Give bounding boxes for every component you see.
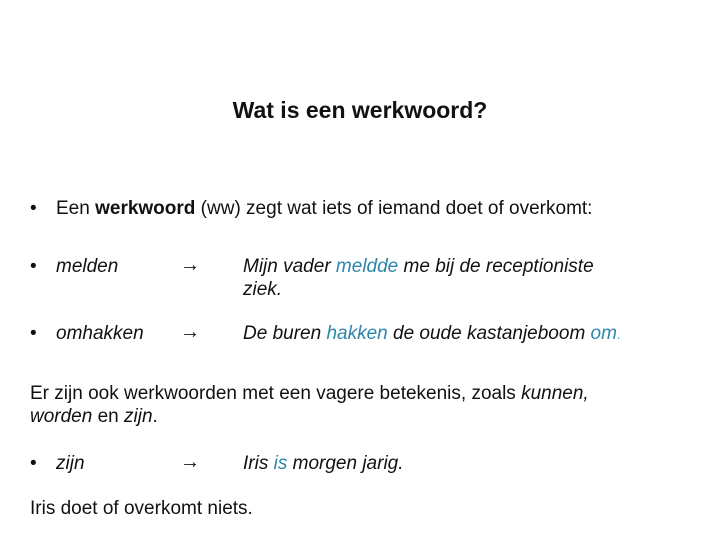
intro-pre: Een [56, 198, 96, 219]
highlighted-verb: hakken [326, 323, 388, 344]
example-verb: omhakken [56, 323, 144, 344]
example-melden-word [30, 255, 118, 278]
paragraph-italic: kunnen, [521, 383, 589, 404]
example-verb: zijn [56, 453, 85, 474]
sentence-text: de oude kastanjeboom [387, 323, 591, 344]
example-zijn-word [30, 452, 85, 475]
sentence-text: De buren [243, 323, 327, 344]
bullet: • [30, 453, 37, 474]
highlighted-verb: meldde [335, 256, 399, 277]
highlighted-verb: is [273, 453, 288, 474]
paragraph-text: Er zijn ook werkwoorden met een vagere betekenis, zoals [30, 383, 522, 404]
highlighted-particle: om [590, 323, 617, 344]
arrow-icon: → [180, 254, 200, 276]
intro-bold-term: werkwoord [95, 198, 196, 219]
sentence-text: Iris [243, 453, 274, 474]
example-melden-sentence [243, 255, 594, 278]
bullet: • [30, 198, 37, 219]
paragraph-italic: zijn [124, 406, 153, 427]
sentence-text: ziek. [243, 279, 283, 300]
example-omhakken-word [30, 322, 144, 345]
arrow-icon: → [180, 321, 200, 343]
paragraph-italic: worden [30, 406, 93, 427]
example-zijn-sentence [243, 452, 404, 475]
paragraph-line1 [30, 382, 589, 405]
example-melden-sentence-line2 [243, 278, 282, 301]
arrow-icon: → [180, 451, 200, 473]
bullet: • [30, 256, 37, 277]
example-verb: melden [56, 256, 119, 277]
paragraph-text: . [152, 406, 158, 427]
sentence-end: . [616, 328, 621, 342]
intro-line [30, 197, 592, 220]
paragraph-line2 [30, 405, 158, 428]
sentence-text: me bij de receptioniste [398, 256, 594, 277]
sentence-text: Mijn vader [243, 256, 336, 277]
paragraph-text: en [92, 406, 125, 427]
slide-title: Wat is een werkwoord? [232, 97, 488, 123]
intro-post: (ww) zegt wat iets of iemand doet of overkomt: [195, 198, 593, 219]
bullet: • [30, 323, 37, 344]
sentence-text: morgen jarig. [287, 453, 404, 474]
example-omhakken-sentence [243, 322, 620, 347]
conclusion-text: Iris doet of overkomt niets. [30, 498, 253, 519]
